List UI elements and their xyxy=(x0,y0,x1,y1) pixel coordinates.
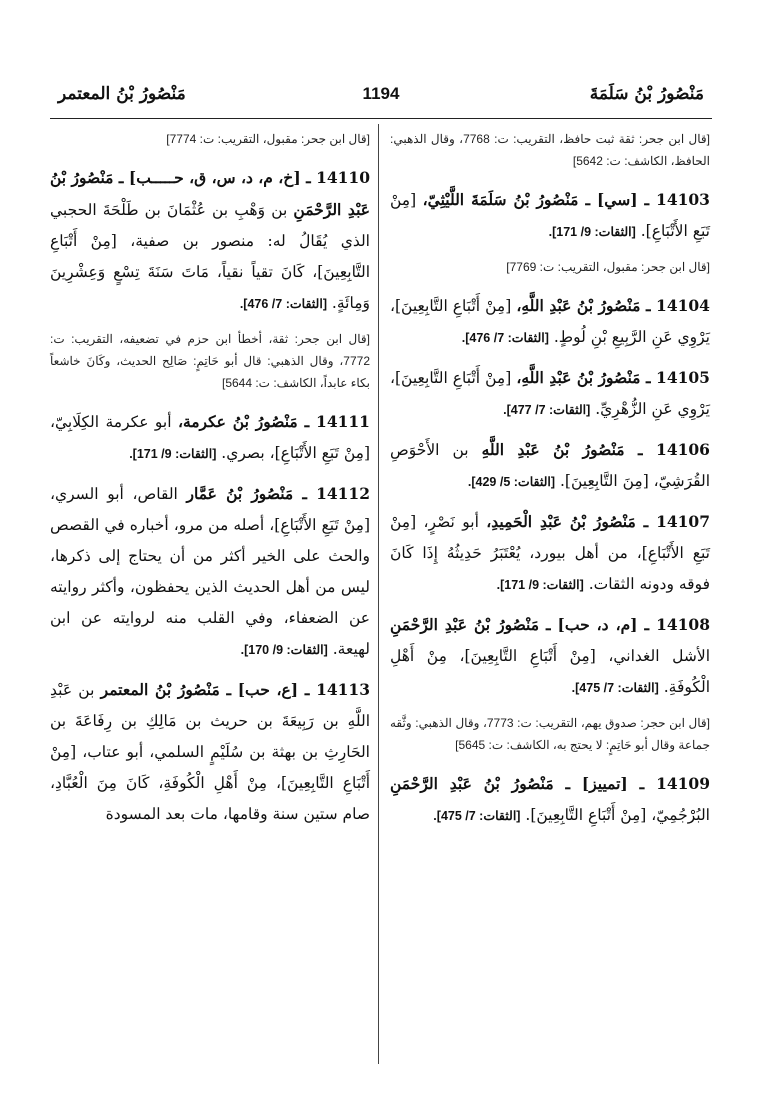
right-column xyxy=(390,128,710,840)
entry-reference: [الثقات: 5/ 429]. xyxy=(467,475,556,489)
entry-14109 xyxy=(390,768,710,832)
entry-heading: 14107 ـ مَنْصُورُ بْنُ عَبْدِ الْحَمِيدِ، xyxy=(486,512,710,531)
entry-14111 xyxy=(50,406,370,470)
entry-text: بن وَهْبِ بن عُثْمَانَ بن طَلْحَةَ الحجبي الذي يُقَالُ له: منصور بن صفية، [مِنْ أَتْبَاعِ التَّابِعِينَ]، كَانَ تقياً نقياً، مَاتَ سَنَةَ تِسْعٍ وَعِشْرِينَ وَمِائَةٍ. xyxy=(50,201,370,312)
entry-heading: 14106 ـ مَنْصُورُ بْنُ عَبْدِ اللَّهِ xyxy=(481,440,710,459)
running-title-left: مَنْصُورُ بْنُ المعتمر xyxy=(58,84,186,104)
entry-14103 xyxy=(390,184,710,248)
entry-text: [مِنْ تَبَعِ الأَتْبَاعِ]. xyxy=(390,191,710,240)
running-title-right: مَنْصُورُ بْنُ سَلَمَةَ xyxy=(589,84,704,104)
entry-reference: [الثقات: 9/ 171]. xyxy=(548,225,636,239)
entry-text: أبو عكرمة الكِلَابِيّ، [مِنْ تَبَعِ الأَتْبَاعِ]، بصري. xyxy=(50,413,370,462)
entry-text: أبو نَصْرٍ، [مِنْ تَبَعِ الأَتْبَاعِ]، من أهل بيورد، يُعْتَبَرُ حَدِيثُهُ إِذَا كَانَ فوقه ودونه الثقات. xyxy=(390,513,710,593)
entry-text: [مِنْ أَتْبَاعِ التَّابِعِينَ]، يَرْوِي عَنِ الزُّهْرِيِّ. xyxy=(390,369,710,418)
footnote: [قال ابن جحر: ثقة ثبت حافظ، التقريب: ت: 7768، وقال الذهبي: الحافظ، الكاشف: ت: 5642] xyxy=(390,132,710,168)
entry-reference: [الثقات: 7/ 477]. xyxy=(503,403,591,417)
entry-heading: 14110 ـ [خ، م، د، س، ق، حـــــب] ـ مَنْصُورُ بْنُ عَبْدِ الرَّحْمَنِ xyxy=(50,168,370,219)
entry-reference: [الثقات: 9/ 171]. xyxy=(129,447,217,461)
entry-14113 xyxy=(50,674,370,830)
entry-14108 xyxy=(390,609,710,704)
entry-text: الأشل الغداني، [مِنْ أَتْبَاعِ التَّابِعِينَ]، مِنْ أَهْلِ الْكُوفَةِ. xyxy=(390,647,710,696)
entry-14107 xyxy=(390,506,710,601)
footnote: [قال ابن جحر: مقبول، التقريب: ت: 7769] xyxy=(506,260,710,274)
footnote: [قال ابن حجر: صدوق يهم، التقريب: ت: 7773، وقال الذهبي: وثَّقه جماعة وقال أبو حَاتِمٍ: لا يحتج به، الكاشف: ت: 5645] xyxy=(390,716,710,752)
entry-heading: 14108 ـ [م، د، حب] ـ مَنْصُورُ بْنُ عَبْدِ الرَّحْمَنِ xyxy=(390,615,710,634)
entry-heading: 14105 ـ مَنْصُورُ بْنُ عَبْدِ اللَّهِ، xyxy=(516,368,710,387)
entry-heading: 14104 ـ مَنْصُورُ بْنُ عَبْدِ اللَّهِ، xyxy=(516,296,710,315)
entry-text: البُرْجُمِيّ، [مِنْ أَتْبَاعِ التَّابِعِينَ]. xyxy=(520,806,710,824)
entry-reference: [الثقات: 7/ 476]. xyxy=(239,297,327,311)
entry-heading: 14113 ـ [ع، حب] ـ مَنْصُورُ بْنُ المعتمر xyxy=(100,680,371,699)
footnote: [قال ابن جحر: مقبول، التقريب: ت: 7774] xyxy=(166,132,370,146)
entry-text: بن عَبْدِ اللَّهِ بن رَبِيعَةَ بن حريث بن مَالِكِ بن رِفَاعَةَ بن الحَارِثِ بن بهثة بن سُلَيْمٍ السلمي، أبو عتاب، [مِنْ أَتْبَاعِ التَّابِعِينَ]، مِنْ أَهْلِ الْكُوفَةِ، كَانَ مِنَ الْعُبَّادِ، صام ستين سنة وقامها، مات بعد المسودة xyxy=(50,681,370,823)
entry-reference: [الثقات: 7/ 476]. xyxy=(461,331,549,345)
header-rule xyxy=(50,118,712,119)
column-divider xyxy=(378,124,379,1064)
entry-heading: 14109 ـ [تمييز] ـ مَنْصُورُ بْنُ عَبْدِ الرَّحْمَنِ xyxy=(390,774,710,793)
entry-heading: 14112 ـ مَنْصُورُ بْنُ عَمَّار xyxy=(186,484,370,503)
entry-text: [مِنْ أَتْبَاعِ التَّابِعِينَ]، يَرْوِي عَنِ الرَّبِيعِ بْنِ لُوطٍ. xyxy=(390,297,710,346)
entry-14112 xyxy=(50,478,370,666)
entry-heading: 14111 ـ مَنْصُورُ بْنُ عكرمة، xyxy=(177,412,370,431)
entry-14104 xyxy=(390,290,710,354)
footnote: [قال ابن جحر: ثقة، أخطأ ابن حزم في تضعيفه، التقريب: ت: 7772، وقال الذهبي: قال أبو حَاتِمٍ: صَالِح الحديث، وكَانَ خاشعاً بكاء عابداً، الكاشف: ت: 5644] xyxy=(50,332,370,390)
entry-heading: 14103 ـ [سي] ـ مَنْصُورُ بْنُ سَلَمَةَ اللَّيْثِيّ، xyxy=(422,190,710,209)
left-column xyxy=(50,128,370,838)
entry-14105 xyxy=(390,362,710,426)
entry-text: بن الأَحْوَصِ القُرَشِيّ، [مِنَ التَّابِعِينَ]. xyxy=(390,441,710,490)
entry-reference: [الثقات: 7/ 475]. xyxy=(571,681,659,695)
entry-14110 xyxy=(50,162,370,320)
entry-reference: [الثقات: 7/ 475]. xyxy=(433,809,521,823)
page-header xyxy=(50,82,712,116)
entry-text: القاص، أبو السري، [مِنْ تَبَعِ الأَتْبَاعِ]، أصله من مرو، أخباره في القصص والحث على الخير أكثر من أن يحتاج إلى ذكرها، ليس من أهل الحديث الذين يحفظون، وأكثر روايته عن الضعفاء، وفي القلب منه لروايته عن ابن لهيعة. xyxy=(50,485,370,658)
entry-reference: [الثقات: 9/ 170]. xyxy=(240,643,328,657)
entry-14106 xyxy=(390,434,710,498)
entry-reference: [الثقات: 9/ 171]. xyxy=(496,578,584,592)
page-number: 1194 xyxy=(362,84,400,103)
